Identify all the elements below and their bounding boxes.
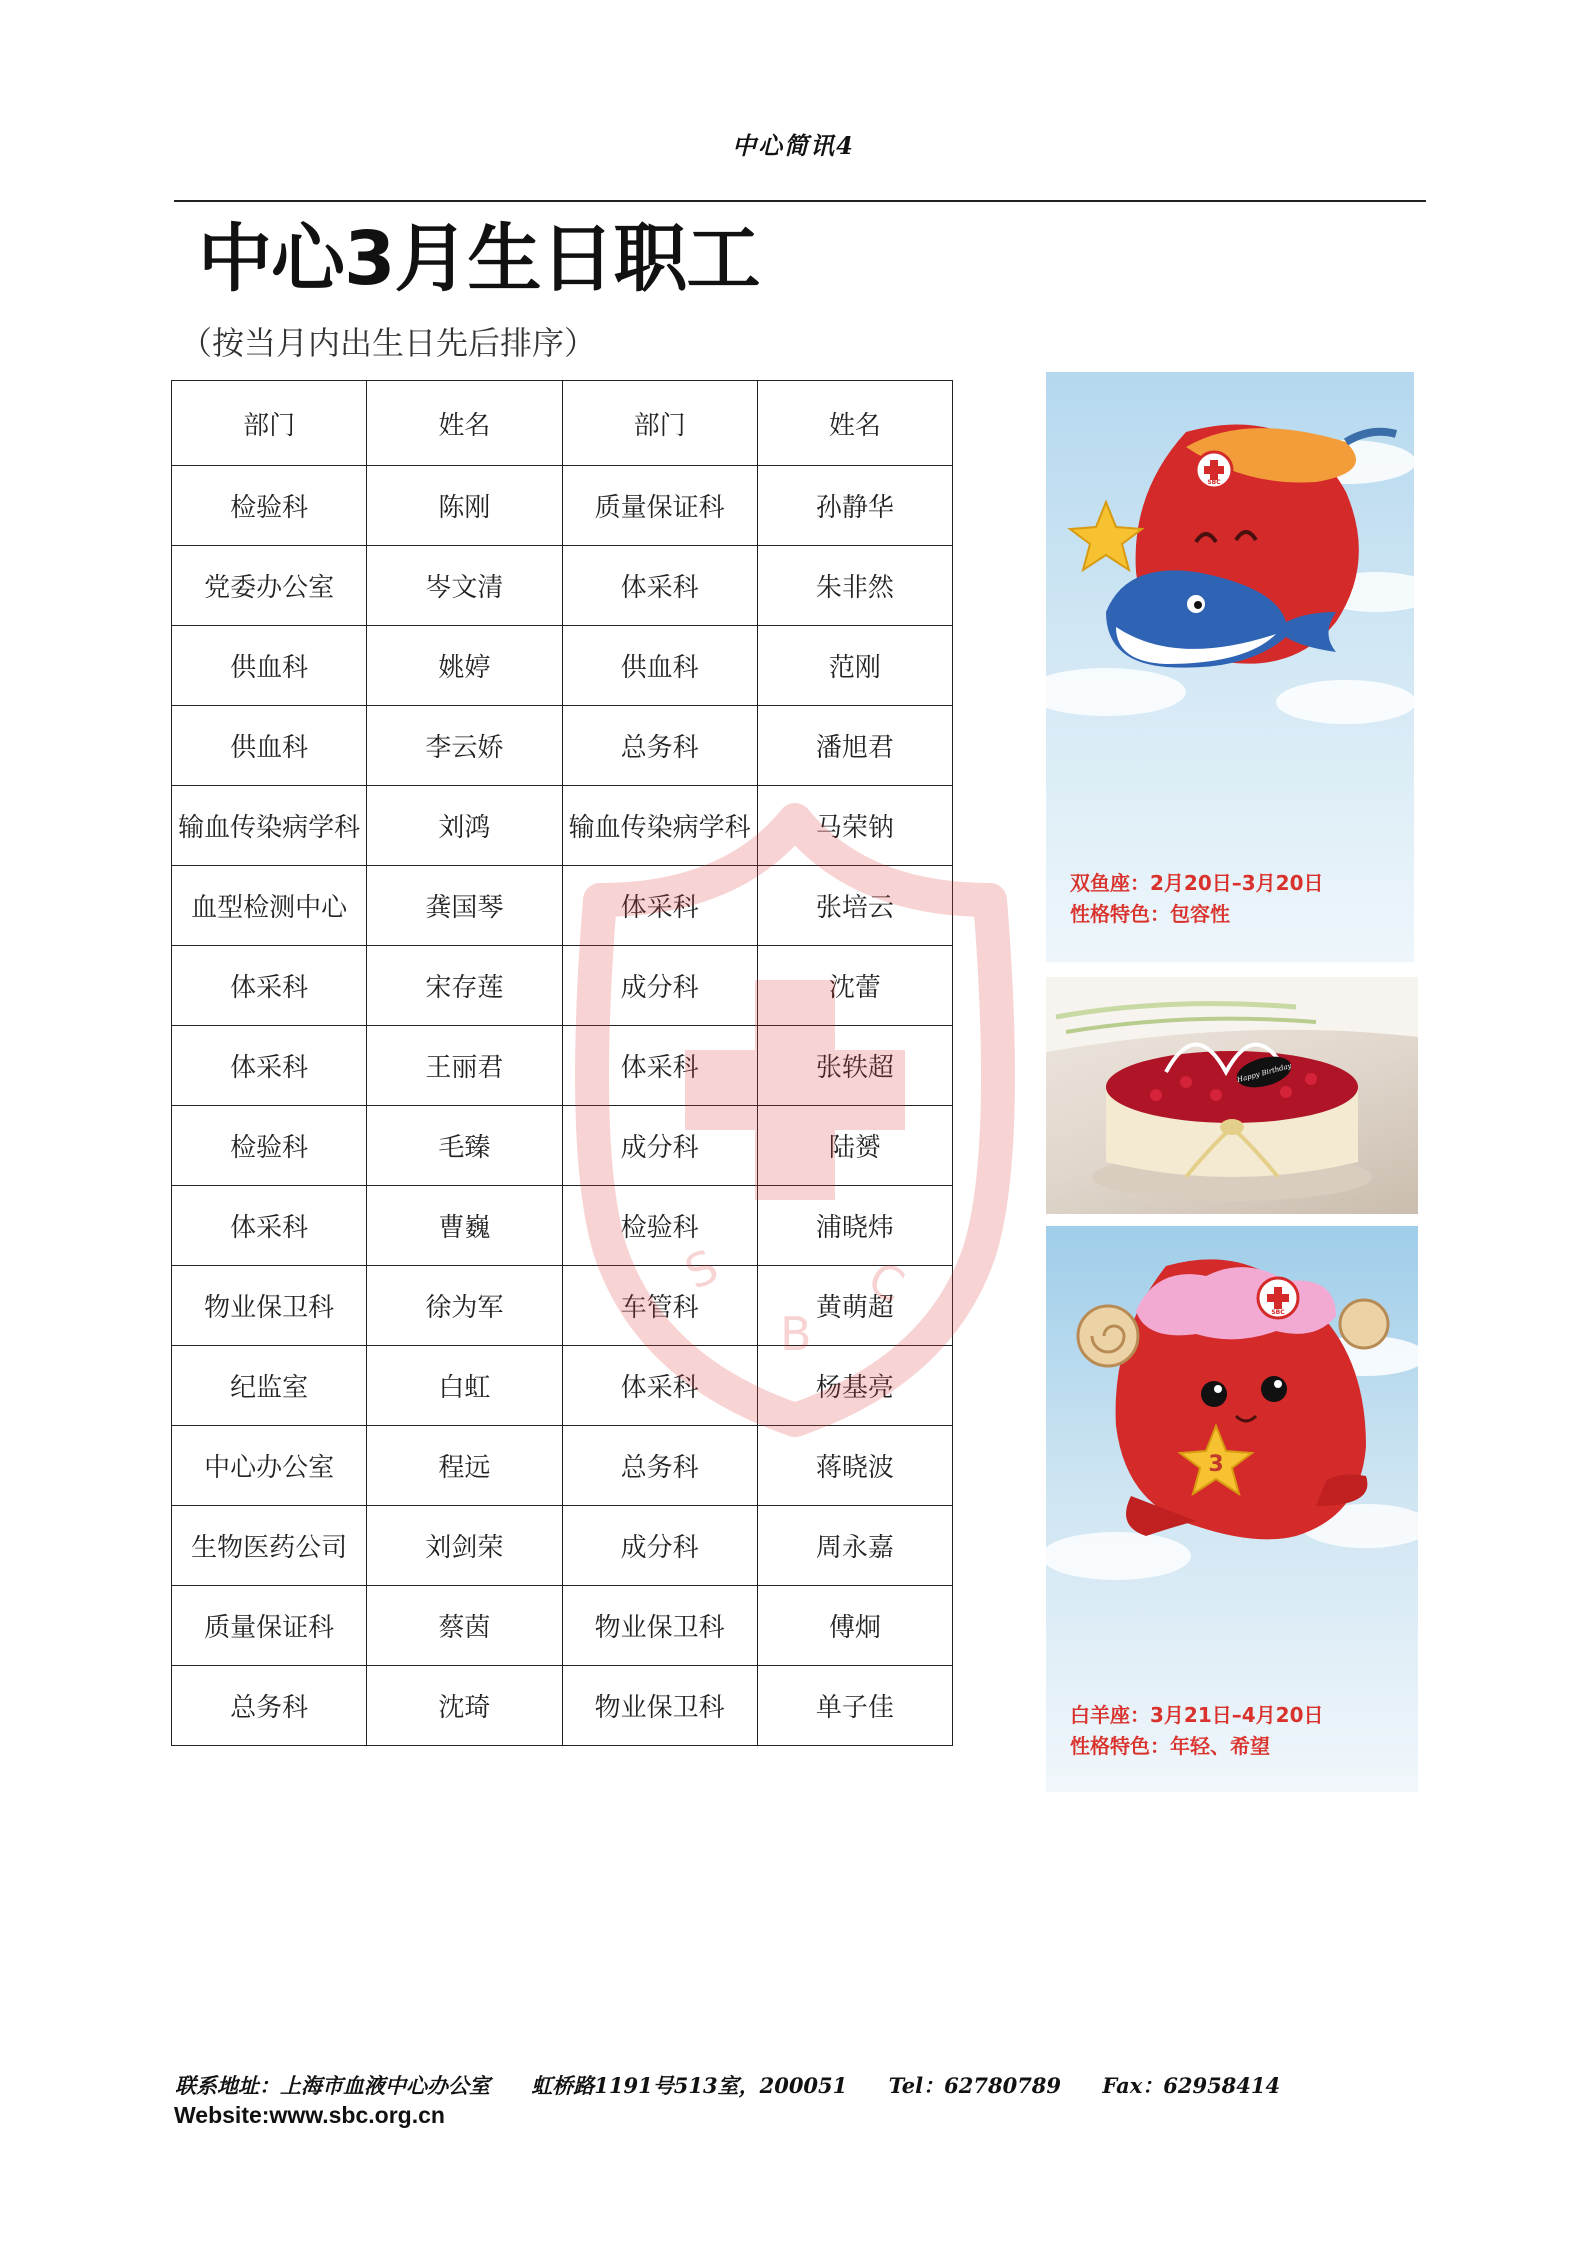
- department-cell: 物业保卫科: [562, 1586, 757, 1666]
- birthday-cake-photo: [1046, 977, 1418, 1214]
- department-cell: 检验科: [172, 1106, 367, 1186]
- name-cell: 陈刚: [367, 466, 562, 546]
- name-cell: 马荣钠: [757, 786, 952, 866]
- department-cell: 质量保证科: [562, 466, 757, 546]
- cake-topper-text: Happy Birthday: [1236, 1061, 1293, 1085]
- department-cell: 血型检测中心: [172, 866, 367, 946]
- name-cell: 朱非然: [757, 546, 952, 626]
- table-row: [172, 786, 953, 866]
- name-cell: 单子佳: [757, 1666, 952, 1746]
- footer-contact: [175, 2070, 1435, 2100]
- department-cell: 检验科: [172, 466, 367, 546]
- watermark-letter-b: B: [780, 1307, 812, 1361]
- name-cell: 杨基亮: [757, 1346, 952, 1426]
- header-department: 部门: [172, 381, 367, 466]
- name-cell: 毛臻: [367, 1106, 562, 1186]
- name-cell: 白虹: [367, 1346, 562, 1426]
- department-cell: 总务科: [562, 1426, 757, 1506]
- name-cell: 周永嘉: [757, 1506, 952, 1586]
- star-icon: [1070, 502, 1142, 570]
- cake-illustration: [1046, 977, 1418, 1214]
- department-cell: 体采科: [562, 546, 757, 626]
- table-row: [172, 1026, 953, 1106]
- department-cell: 供血科: [172, 706, 367, 786]
- name-cell: 沈琦: [367, 1666, 562, 1746]
- department-cell: 供血科: [562, 626, 757, 706]
- header-name: 姓名: [367, 381, 562, 466]
- table-row: [172, 1666, 953, 1746]
- department-cell: 成分科: [562, 1506, 757, 1586]
- birthday-table: [171, 380, 953, 1746]
- aries-panel: [1046, 1226, 1418, 1792]
- ram-horn-icon: [1078, 1306, 1138, 1366]
- department-cell: 成分科: [562, 946, 757, 1026]
- department-cell: 车管科: [562, 1266, 757, 1346]
- cap-badge-label: SBC: [1271, 1309, 1285, 1316]
- name-cell: 傅炯: [757, 1586, 952, 1666]
- page-subtitle: （按当月内出生日先后排序）: [180, 324, 597, 362]
- name-cell: 蔡茵: [367, 1586, 562, 1666]
- department-cell: 质量保证科: [172, 1586, 367, 1666]
- table-header-row: [172, 381, 953, 466]
- name-cell: 王丽君: [367, 1026, 562, 1106]
- name-cell: 浦晓炜: [757, 1186, 952, 1266]
- watermark-letter-s: S: [676, 1238, 727, 1300]
- name-cell: 姚婷: [367, 626, 562, 706]
- department-cell: 中心办公室: [172, 1426, 367, 1506]
- name-cell: 李云娇: [367, 706, 562, 786]
- name-cell: 潘旭君: [757, 706, 952, 786]
- table-row: [172, 1186, 953, 1266]
- name-cell: 孙静华: [757, 466, 952, 546]
- table-row: [172, 466, 953, 546]
- star-number: 3: [1208, 1452, 1224, 1477]
- department-cell: 成分科: [562, 1106, 757, 1186]
- header-department: 部门: [562, 381, 757, 466]
- pisces-panel: [1046, 372, 1414, 962]
- department-cell: 供血科: [172, 626, 367, 706]
- newsletter-header: 中心简讯4: [732, 131, 855, 160]
- table-row: [172, 1426, 953, 1506]
- footer-room: 虹桥路1191号513室，200051: [531, 2073, 848, 2098]
- cap-badge-label: SBC: [1207, 479, 1221, 486]
- table-row: [172, 546, 953, 626]
- name-cell: 程远: [367, 1426, 562, 1506]
- footer-fax: Fax：62958414: [1102, 2073, 1281, 2098]
- department-cell: 总务科: [172, 1666, 367, 1746]
- table-row: [172, 1266, 953, 1346]
- department-cell: 检验科: [562, 1186, 757, 1266]
- table-row: [172, 706, 953, 786]
- footer-website: Website:www.sbc.org.cn: [174, 2102, 445, 2128]
- name-cell: 龚国琴: [367, 866, 562, 946]
- name-cell: 沈蕾: [757, 946, 952, 1026]
- department-cell: 总务科: [562, 706, 757, 786]
- header-divider: [174, 200, 1426, 202]
- table-row: [172, 1506, 953, 1586]
- name-cell: 黄萌超: [757, 1266, 952, 1346]
- name-cell: 张轶超: [757, 1026, 952, 1106]
- name-cell: 范刚: [757, 626, 952, 706]
- table-row: [172, 626, 953, 706]
- name-cell: 宋存莲: [367, 946, 562, 1026]
- department-cell: 纪监室: [172, 1346, 367, 1426]
- aries-trait: 性格特色：年轻、希望: [1070, 1734, 1270, 1758]
- department-cell: 体采科: [172, 946, 367, 1026]
- name-cell: 刘剑荣: [367, 1506, 562, 1586]
- name-cell: 张培云: [757, 866, 952, 946]
- name-cell: 徐为军: [367, 1266, 562, 1346]
- department-cell: 体采科: [562, 866, 757, 946]
- table-row: [172, 946, 953, 1026]
- department-cell: 体采科: [562, 1346, 757, 1426]
- department-cell: 物业保卫科: [562, 1666, 757, 1746]
- footer-tel: Tel：62780789: [888, 2073, 1062, 2098]
- pisces-dates: 双鱼座：2月20日–3月20日: [1070, 871, 1324, 895]
- department-cell: 党委办公室: [172, 546, 367, 626]
- table-row: [172, 1346, 953, 1426]
- department-cell: 体采科: [172, 1026, 367, 1106]
- page-title: 中心3月生日职工: [198, 216, 760, 302]
- table-body: [172, 381, 953, 1746]
- table-row: [172, 866, 953, 946]
- footer-address: 联系地址：上海市血液中心办公室: [175, 2073, 490, 2098]
- name-cell: 岑文清: [367, 546, 562, 626]
- department-cell: 输血传染病学科: [562, 786, 757, 866]
- name-cell: 刘鸿: [367, 786, 562, 866]
- table-row: [172, 1586, 953, 1666]
- pisces-trait: 性格特色：包容性: [1070, 902, 1230, 926]
- header-name: 姓名: [757, 381, 952, 466]
- department-cell: 生物医药公司: [172, 1506, 367, 1586]
- department-cell: 体采科: [562, 1026, 757, 1106]
- aries-dates: 白羊座：3月21日–4月20日: [1070, 1703, 1324, 1727]
- name-cell: 陆赟: [757, 1106, 952, 1186]
- table-row: [172, 1106, 953, 1186]
- name-cell: 曹巍: [367, 1186, 562, 1266]
- department-cell: 物业保卫科: [172, 1266, 367, 1346]
- name-cell: 蒋晓波: [757, 1426, 952, 1506]
- department-cell: 体采科: [172, 1186, 367, 1266]
- watermark-letter-c: C: [860, 1251, 913, 1314]
- department-cell: 输血传染病学科: [172, 786, 367, 866]
